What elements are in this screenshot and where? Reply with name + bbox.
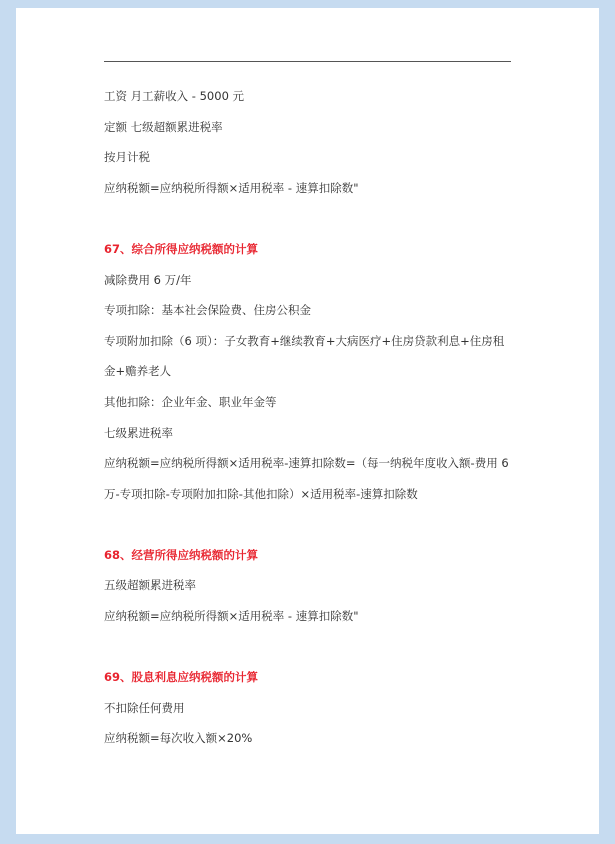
section-heading-68: 68、经营所得应纳税额的计算: [104, 548, 259, 562]
document-page: [16, 8, 599, 834]
text-line-formula-long: 应纳税额=应纳税所得额×适用税率-速算扣除数=（每一纳税年度收入额-费用 6: [104, 456, 509, 470]
section-heading-69: 69、股息利息应纳税额的计算: [104, 670, 259, 684]
text-line-other-deduction: 其他扣除：企业年金、职业年金等: [104, 395, 277, 409]
text-line-five-level: 五级超额累进税率: [104, 578, 196, 592]
text-line-deduction: 减除费用 6 万/年: [104, 273, 192, 287]
text-line-special-deduction: 专项扣除：基本社会保险费、住房公积金: [104, 303, 311, 317]
text-line-formula-long-cont: 万-专项扣除-专项附加扣除-其他扣除）×适用税率-速算扣除数: [104, 487, 418, 501]
text-line-formula-business: 应纳税额=应纳税所得额×适用税率 - 速算扣除数": [104, 609, 359, 623]
text-line-formula-dividend: 应纳税额=每次收入额×20%: [104, 731, 253, 745]
section-heading-67: 67、综合所得应纳税额的计算: [104, 242, 259, 256]
text-line-no-deduction: 不扣除任何费用: [104, 701, 185, 715]
text-line-salary: 工资 月工薪收入 - 5000 元: [104, 89, 245, 103]
text-line-monthly: 按月计税: [104, 150, 150, 164]
text-line-rate: 定额 七级超额累进税率: [104, 120, 223, 134]
text-line-additional-deduction: 专项附加扣除（6 项）：子女教育+继续教育+大病医疗+住房贷款利息+住房租: [104, 334, 505, 348]
top-divider: [104, 61, 511, 62]
text-line-additional-deduction-cont: 金+赡养老人: [104, 364, 172, 378]
text-line-seven-level: 七级累进税率: [104, 426, 173, 440]
text-line-formula: 应纳税额=应纳税所得额×适用税率 - 速算扣除数": [104, 181, 359, 195]
